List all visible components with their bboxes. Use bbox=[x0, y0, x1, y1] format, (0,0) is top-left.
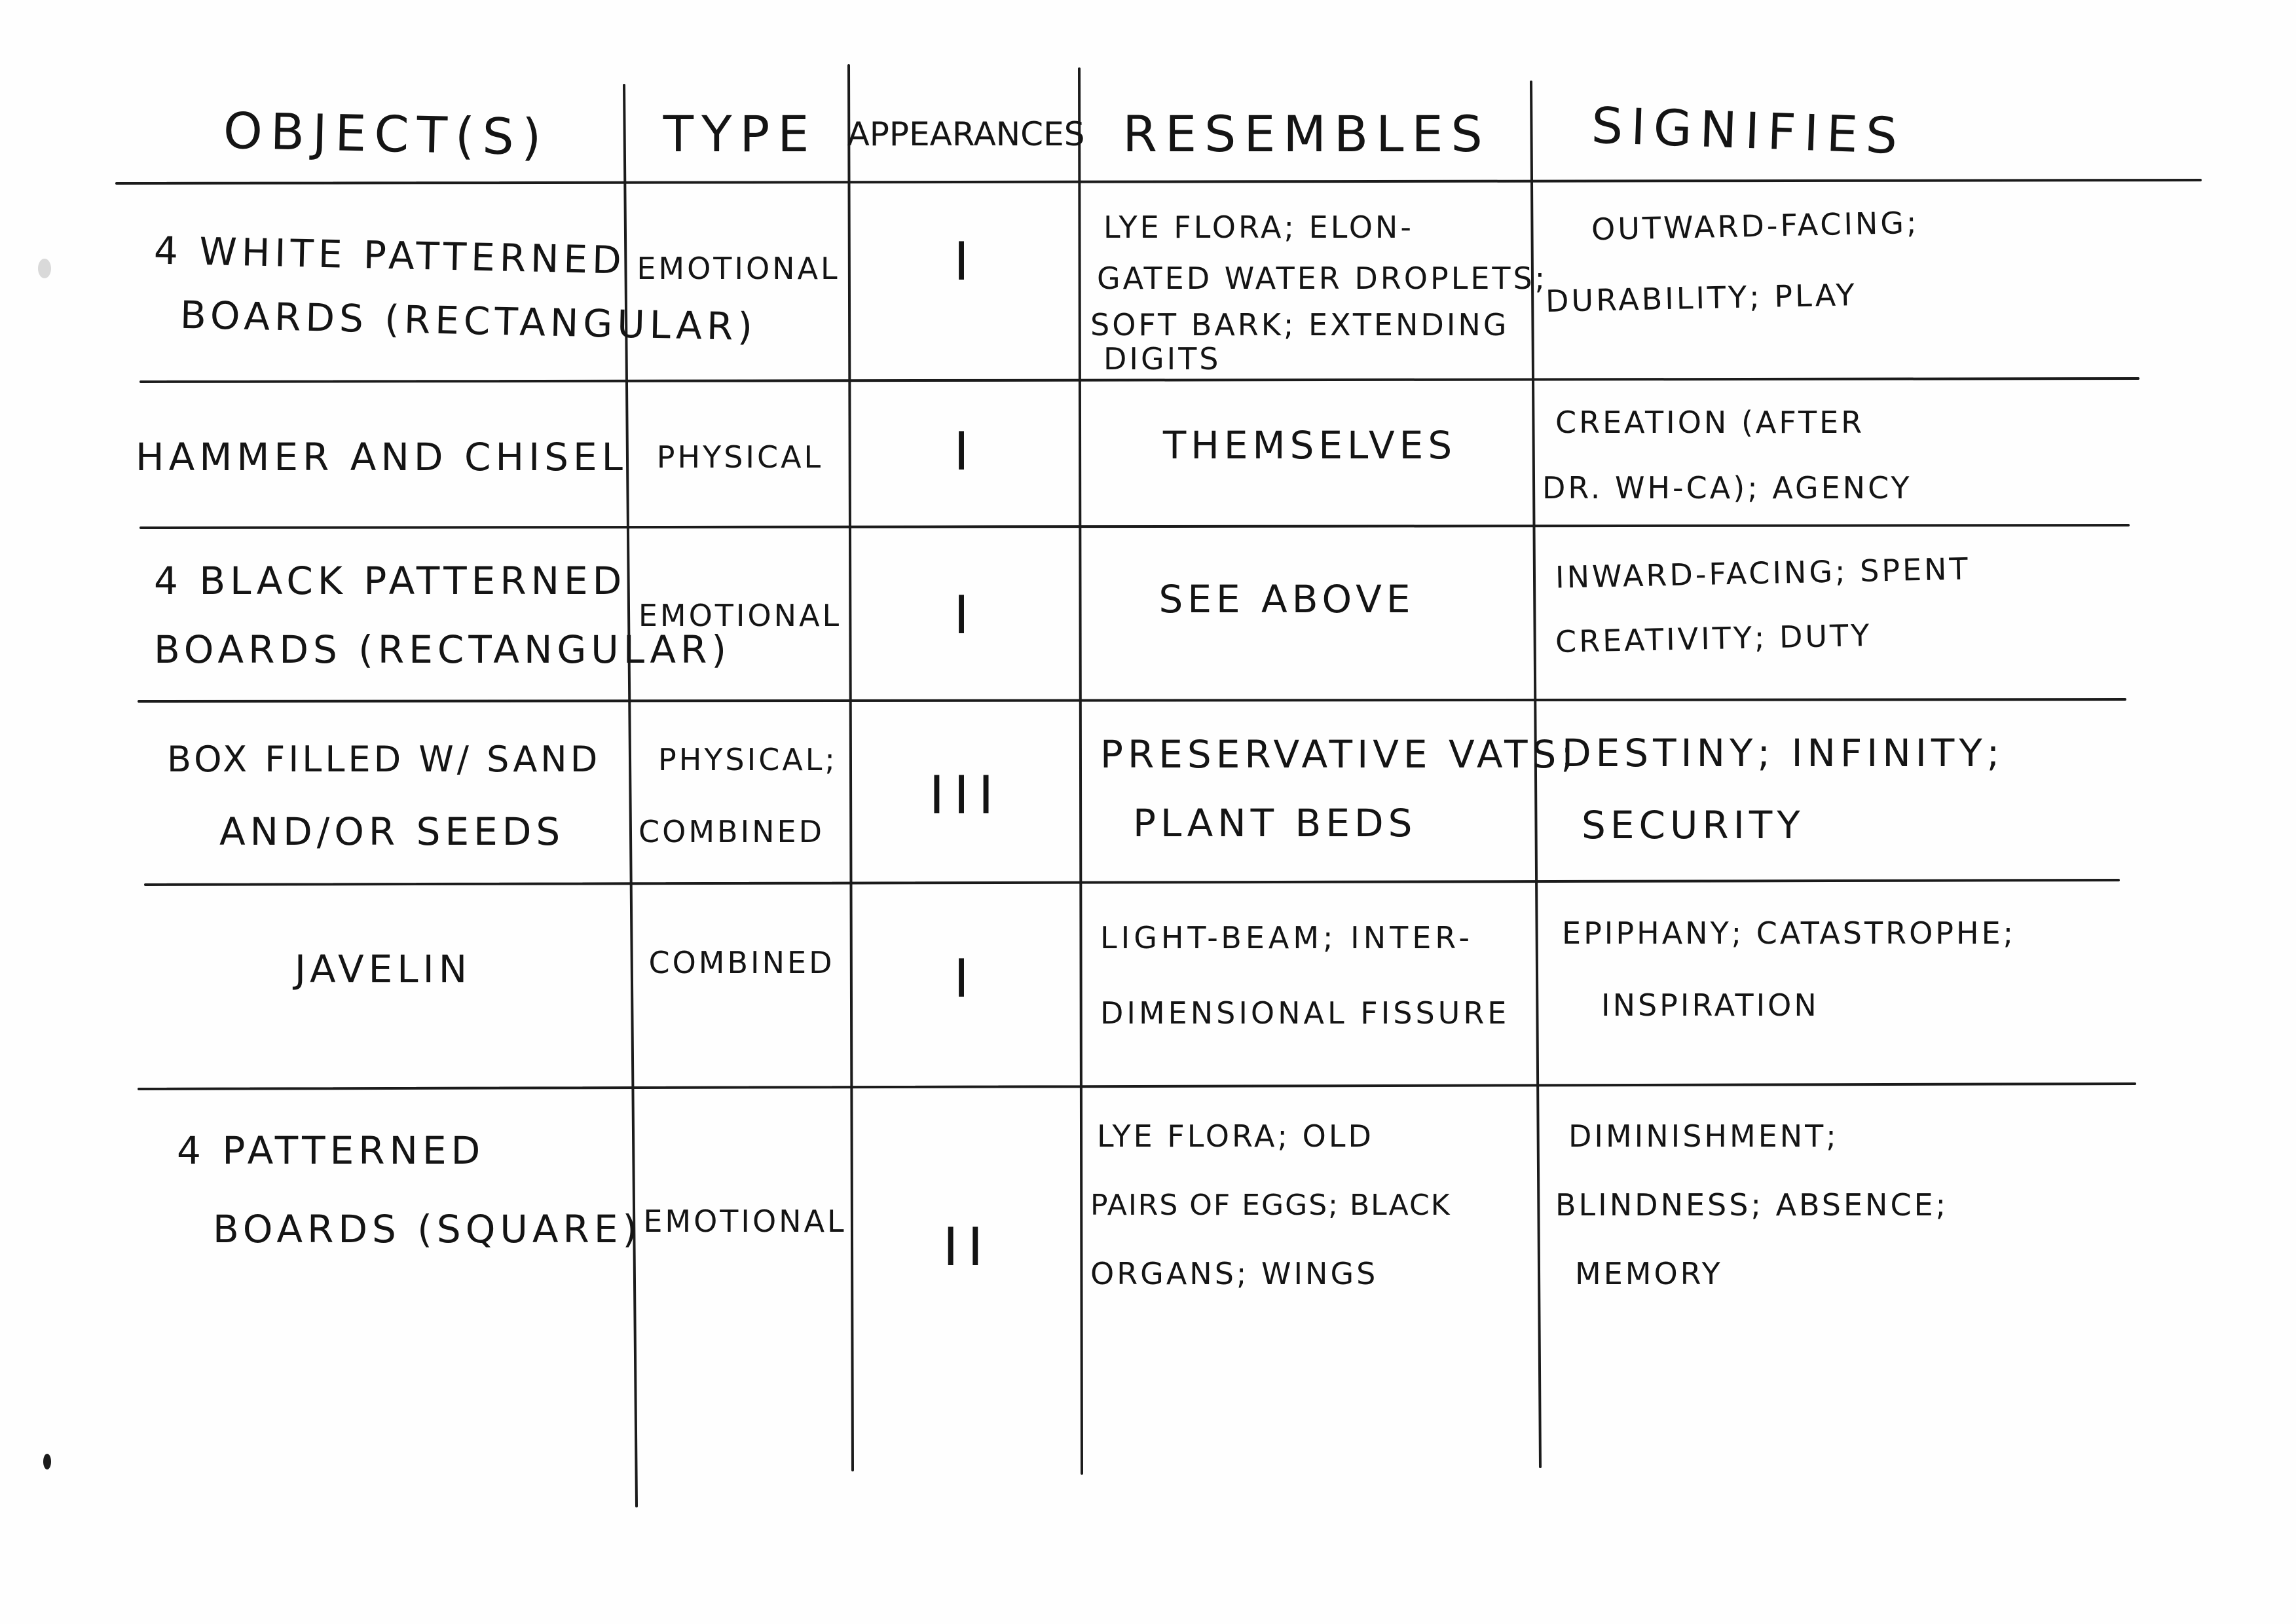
row3-object-line1: 4 BLACK PATTERNED bbox=[154, 559, 627, 603]
row3-appearances-cell bbox=[855, 534, 1077, 697]
row1-type-cell bbox=[629, 196, 848, 341]
row6-object-line1: 4 PATTERNED bbox=[177, 1128, 485, 1173]
row4-signifies-line2: SECURITY bbox=[1582, 803, 1805, 847]
row4-type-line1: PHYSICAL; bbox=[658, 742, 838, 777]
row6-resembles-line2: PAIRS OF EGGS; BLACK bbox=[1090, 1188, 1451, 1222]
row6-signifies-line1: DIMINISHMENT; bbox=[1568, 1118, 1839, 1154]
row6-appearances-tally: II bbox=[942, 1217, 993, 1278]
row1-resembles-line4: DIGITS bbox=[1103, 341, 1221, 377]
row1-signifies-line2: DURABILITY; PLAY bbox=[1545, 277, 1858, 319]
row4-resembles-line1: PRESERVATIVE VATS; bbox=[1100, 732, 1578, 777]
row1-resembles-line3: SOFT BARK; EXTENDING bbox=[1090, 307, 1509, 342]
row1-type: EMOTIONAL bbox=[637, 251, 840, 286]
row4-object-cell bbox=[167, 710, 625, 881]
row3-resembles-cell bbox=[1090, 534, 1483, 665]
row4-appearances-tally: III bbox=[929, 765, 1003, 826]
row3-signifies-line2: CREATIVITY; DUTY bbox=[1555, 617, 1872, 660]
row4-object-line2: AND/OR SEEDS bbox=[219, 809, 565, 854]
row2-signifies-line1: CREATION (AFTER bbox=[1555, 405, 1865, 440]
row6-resembles-line1: LYE FLORA; OLD bbox=[1097, 1118, 1374, 1154]
row5-appearances-cell bbox=[855, 891, 1077, 1067]
header-appearances: APPEARANCES bbox=[847, 115, 1085, 153]
row3-object-cell bbox=[154, 534, 731, 697]
header-cell-type bbox=[635, 85, 845, 183]
paper-smudge bbox=[38, 259, 51, 278]
row1-object-line1: 4 WHITE PATTERNED bbox=[153, 228, 627, 283]
row2-signifies-line2: DR. WH-CA); AGENCY bbox=[1542, 470, 1912, 506]
row5-object: JAVELIN bbox=[294, 947, 472, 991]
row3-appearances-tally: I bbox=[954, 585, 978, 646]
row1-resembles-cell bbox=[1090, 195, 1548, 378]
header-type: TYPE bbox=[663, 105, 817, 163]
row4-type-line2: COMBINED bbox=[639, 814, 825, 849]
row4-object-line1: BOX FILLED W/ SAND bbox=[167, 739, 601, 780]
row5-resembles-line1: LIGHT-BEAM; INTER- bbox=[1100, 920, 1473, 955]
header-signifies: SIGNIFIES bbox=[1591, 96, 1907, 166]
row3-signifies-cell bbox=[1555, 530, 2132, 681]
row2-object-cell bbox=[136, 386, 627, 527]
row6-signifies-line3: MEMORY bbox=[1575, 1255, 1723, 1291]
row2-resembles: THEMSELVES bbox=[1162, 423, 1457, 468]
row5-signifies-cell bbox=[1562, 887, 2138, 1051]
row4-resembles-line2: PLANT BEDS bbox=[1133, 801, 1417, 845]
header-cell-objects bbox=[157, 85, 616, 183]
row1-appearances-cell bbox=[855, 196, 1077, 327]
row4-signifies-line1: DESTINY; INFINITY; bbox=[1562, 731, 2005, 775]
row2-appearances-cell bbox=[855, 386, 1077, 517]
header-cell-appearances bbox=[847, 85, 1085, 183]
row2-appearances-tally: I bbox=[954, 421, 978, 482]
row1-signifies-cell bbox=[1546, 190, 2174, 334]
row6-object-cell bbox=[177, 1107, 642, 1270]
row1-resembles-line1: LYE FLORA; ELON- bbox=[1103, 210, 1414, 245]
row6-resembles-line3: ORGANS; WINGS bbox=[1090, 1255, 1379, 1291]
row5-type: COMBINED bbox=[648, 945, 835, 980]
row2-type-cell bbox=[632, 386, 848, 527]
row1-resembles-line2: GATED WATER DROPLETS; bbox=[1097, 261, 1548, 296]
row1-object-line2: BOARDS (RECTANGULAR) bbox=[179, 292, 758, 350]
row4-type-cell bbox=[639, 710, 848, 881]
row1-signifies-line1: OUTWARD-FACING; bbox=[1591, 204, 1920, 248]
row5-resembles-line2: DIMENSIONAL FISSURE bbox=[1100, 995, 1510, 1031]
row6-type: EMOTIONAL bbox=[643, 1204, 847, 1239]
row3-type: EMOTIONAL bbox=[638, 598, 842, 633]
row6-appearances-cell bbox=[855, 1107, 1081, 1388]
row1-appearances-tally: I bbox=[954, 231, 978, 292]
row3-signifies-line1: INWARD-FACING; SPENT bbox=[1555, 551, 1971, 595]
header-cell-resembles bbox=[1087, 85, 1526, 183]
row6-signifies-cell bbox=[1555, 1100, 2132, 1310]
row5-object-cell bbox=[141, 891, 625, 1048]
row4-signifies-cell bbox=[1562, 707, 2138, 871]
row5-signifies-line2: INSPIRATION bbox=[1601, 987, 1819, 1023]
row3-resembles: SEE ABOVE bbox=[1158, 577, 1415, 621]
row5-appearances-tally: I bbox=[954, 948, 978, 1009]
header-cell-signifies bbox=[1546, 79, 1952, 183]
row2-resembles-cell bbox=[1090, 386, 1529, 504]
row6-object-line2: BOARDS (SQUARE) bbox=[213, 1207, 642, 1251]
row6-signifies-line2: BLINDNESS; ABSENCE; bbox=[1555, 1187, 1949, 1223]
row5-signifies-line1: EPIPHANY; CATASTROPHE; bbox=[1562, 915, 2016, 951]
ink-speck bbox=[43, 1454, 51, 1469]
row6-resembles-cell bbox=[1090, 1100, 1536, 1310]
row4-resembles-cell bbox=[1100, 710, 1578, 868]
row3-object-line2: BOARDS (RECTANGULAR) bbox=[154, 627, 731, 672]
row3-type-cell bbox=[632, 534, 848, 697]
row4-appearances-cell bbox=[855, 710, 1077, 881]
row6-type-cell bbox=[639, 1107, 851, 1336]
row5-resembles-cell bbox=[1100, 891, 1532, 1061]
row5-type-cell bbox=[635, 891, 848, 1035]
row2-type: PHYSICAL bbox=[656, 439, 824, 475]
row2-signifies-cell bbox=[1542, 383, 2132, 527]
header-resembles: RESEMBLES bbox=[1122, 105, 1491, 163]
header-objects: OBJECT(S) bbox=[223, 101, 550, 167]
row2-object: HAMMER AND CHISEL bbox=[136, 434, 627, 479]
